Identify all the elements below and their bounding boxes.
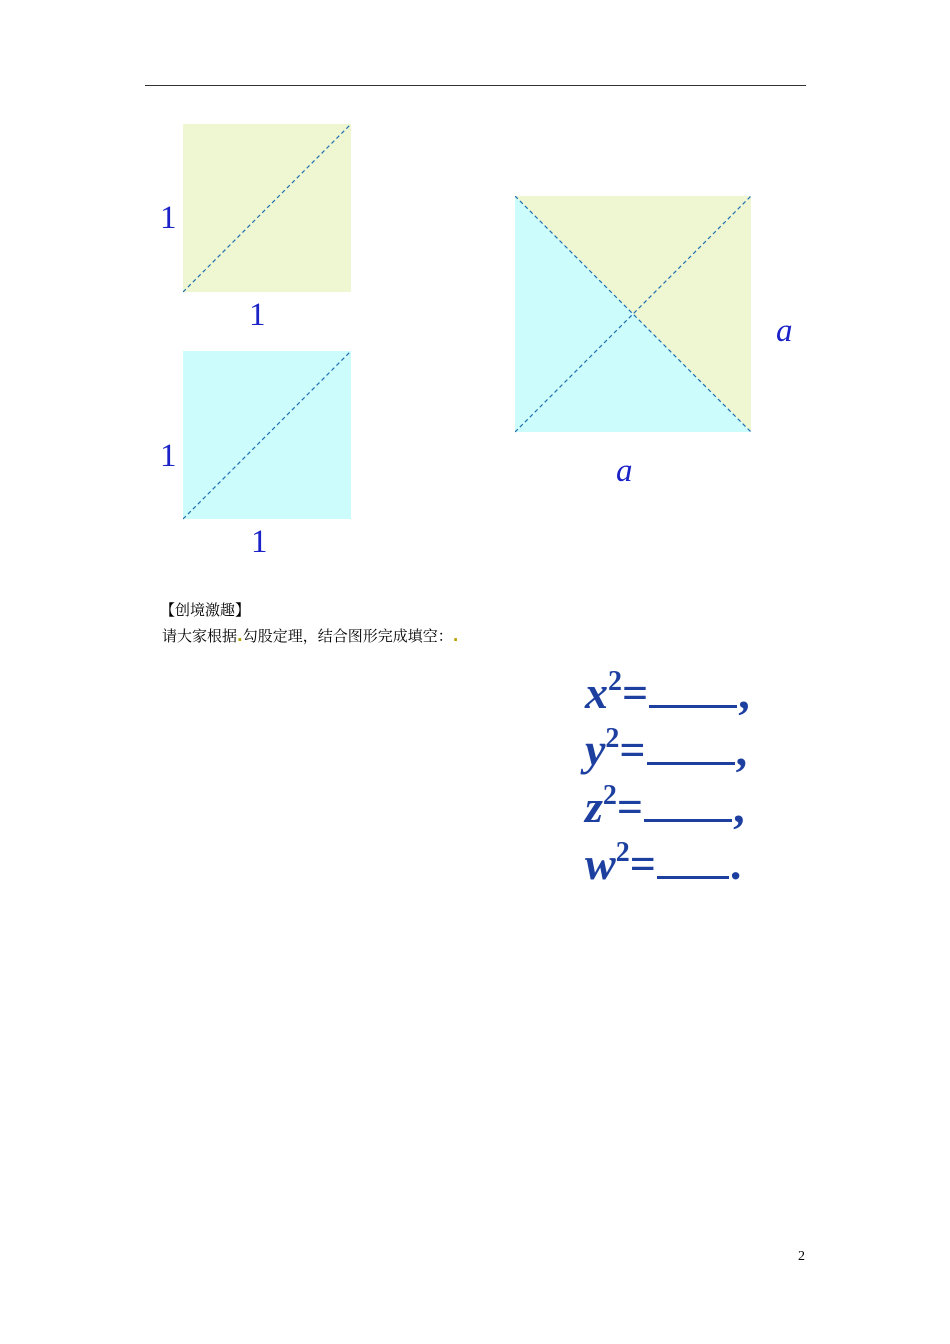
equation-x-equals: =	[622, 667, 649, 718]
instruction-end: .	[452, 627, 459, 645]
equation-y-blank[interactable]	[647, 732, 735, 765]
equation-y-var: y	[585, 724, 606, 775]
equation-x-blank[interactable]	[649, 675, 737, 708]
equation-y-end: ,	[735, 724, 748, 775]
equation-z-end: ,	[733, 781, 745, 832]
equation-w-end: .	[729, 838, 742, 889]
equation-x-var: x	[585, 667, 608, 718]
page-number: 2	[798, 1249, 805, 1264]
equation-z-exp: 2	[602, 780, 617, 811]
top-square-bottom-label: 1	[249, 297, 266, 333]
equation-x-end: ,	[738, 667, 750, 718]
equation-w-exp: 2	[615, 837, 630, 868]
large-square-right-label: a	[776, 313, 793, 349]
instruction-part1: 请大家根据	[162, 627, 238, 645]
large-square	[515, 196, 753, 434]
equation-z-equals: =	[616, 781, 644, 832]
equation-y-exp: 2	[605, 723, 620, 754]
equation-z	[585, 778, 750, 835]
equation-w-equals: =	[629, 838, 656, 889]
instruction-part2: 勾股定理，结合图形完成填空：	[242, 627, 453, 645]
instruction-dot: .	[237, 627, 243, 645]
section-title: 【创境激趣】	[160, 601, 251, 619]
equation-y-equals: =	[619, 724, 646, 775]
bottom-square-left-label: 1	[160, 438, 177, 474]
equation-z-blank[interactable]	[644, 789, 732, 822]
equation-w-var: w	[585, 838, 616, 889]
equation-x-exp: 2	[608, 666, 622, 697]
unit-square-top	[183, 124, 353, 293]
header-rule	[145, 85, 806, 86]
bottom-square-bottom-label: 1	[251, 524, 268, 560]
instruction-text	[162, 625, 458, 646]
equation-z-var: z	[585, 781, 603, 832]
unit-square-bottom	[183, 351, 353, 520]
equation-x	[585, 664, 750, 721]
equation-w	[585, 835, 750, 892]
equation-y	[585, 721, 750, 778]
top-square-left-label: 1	[160, 200, 177, 236]
equation-w-blank[interactable]	[657, 846, 729, 879]
large-square-bottom-label: a	[616, 453, 633, 489]
equation-list	[585, 664, 750, 892]
